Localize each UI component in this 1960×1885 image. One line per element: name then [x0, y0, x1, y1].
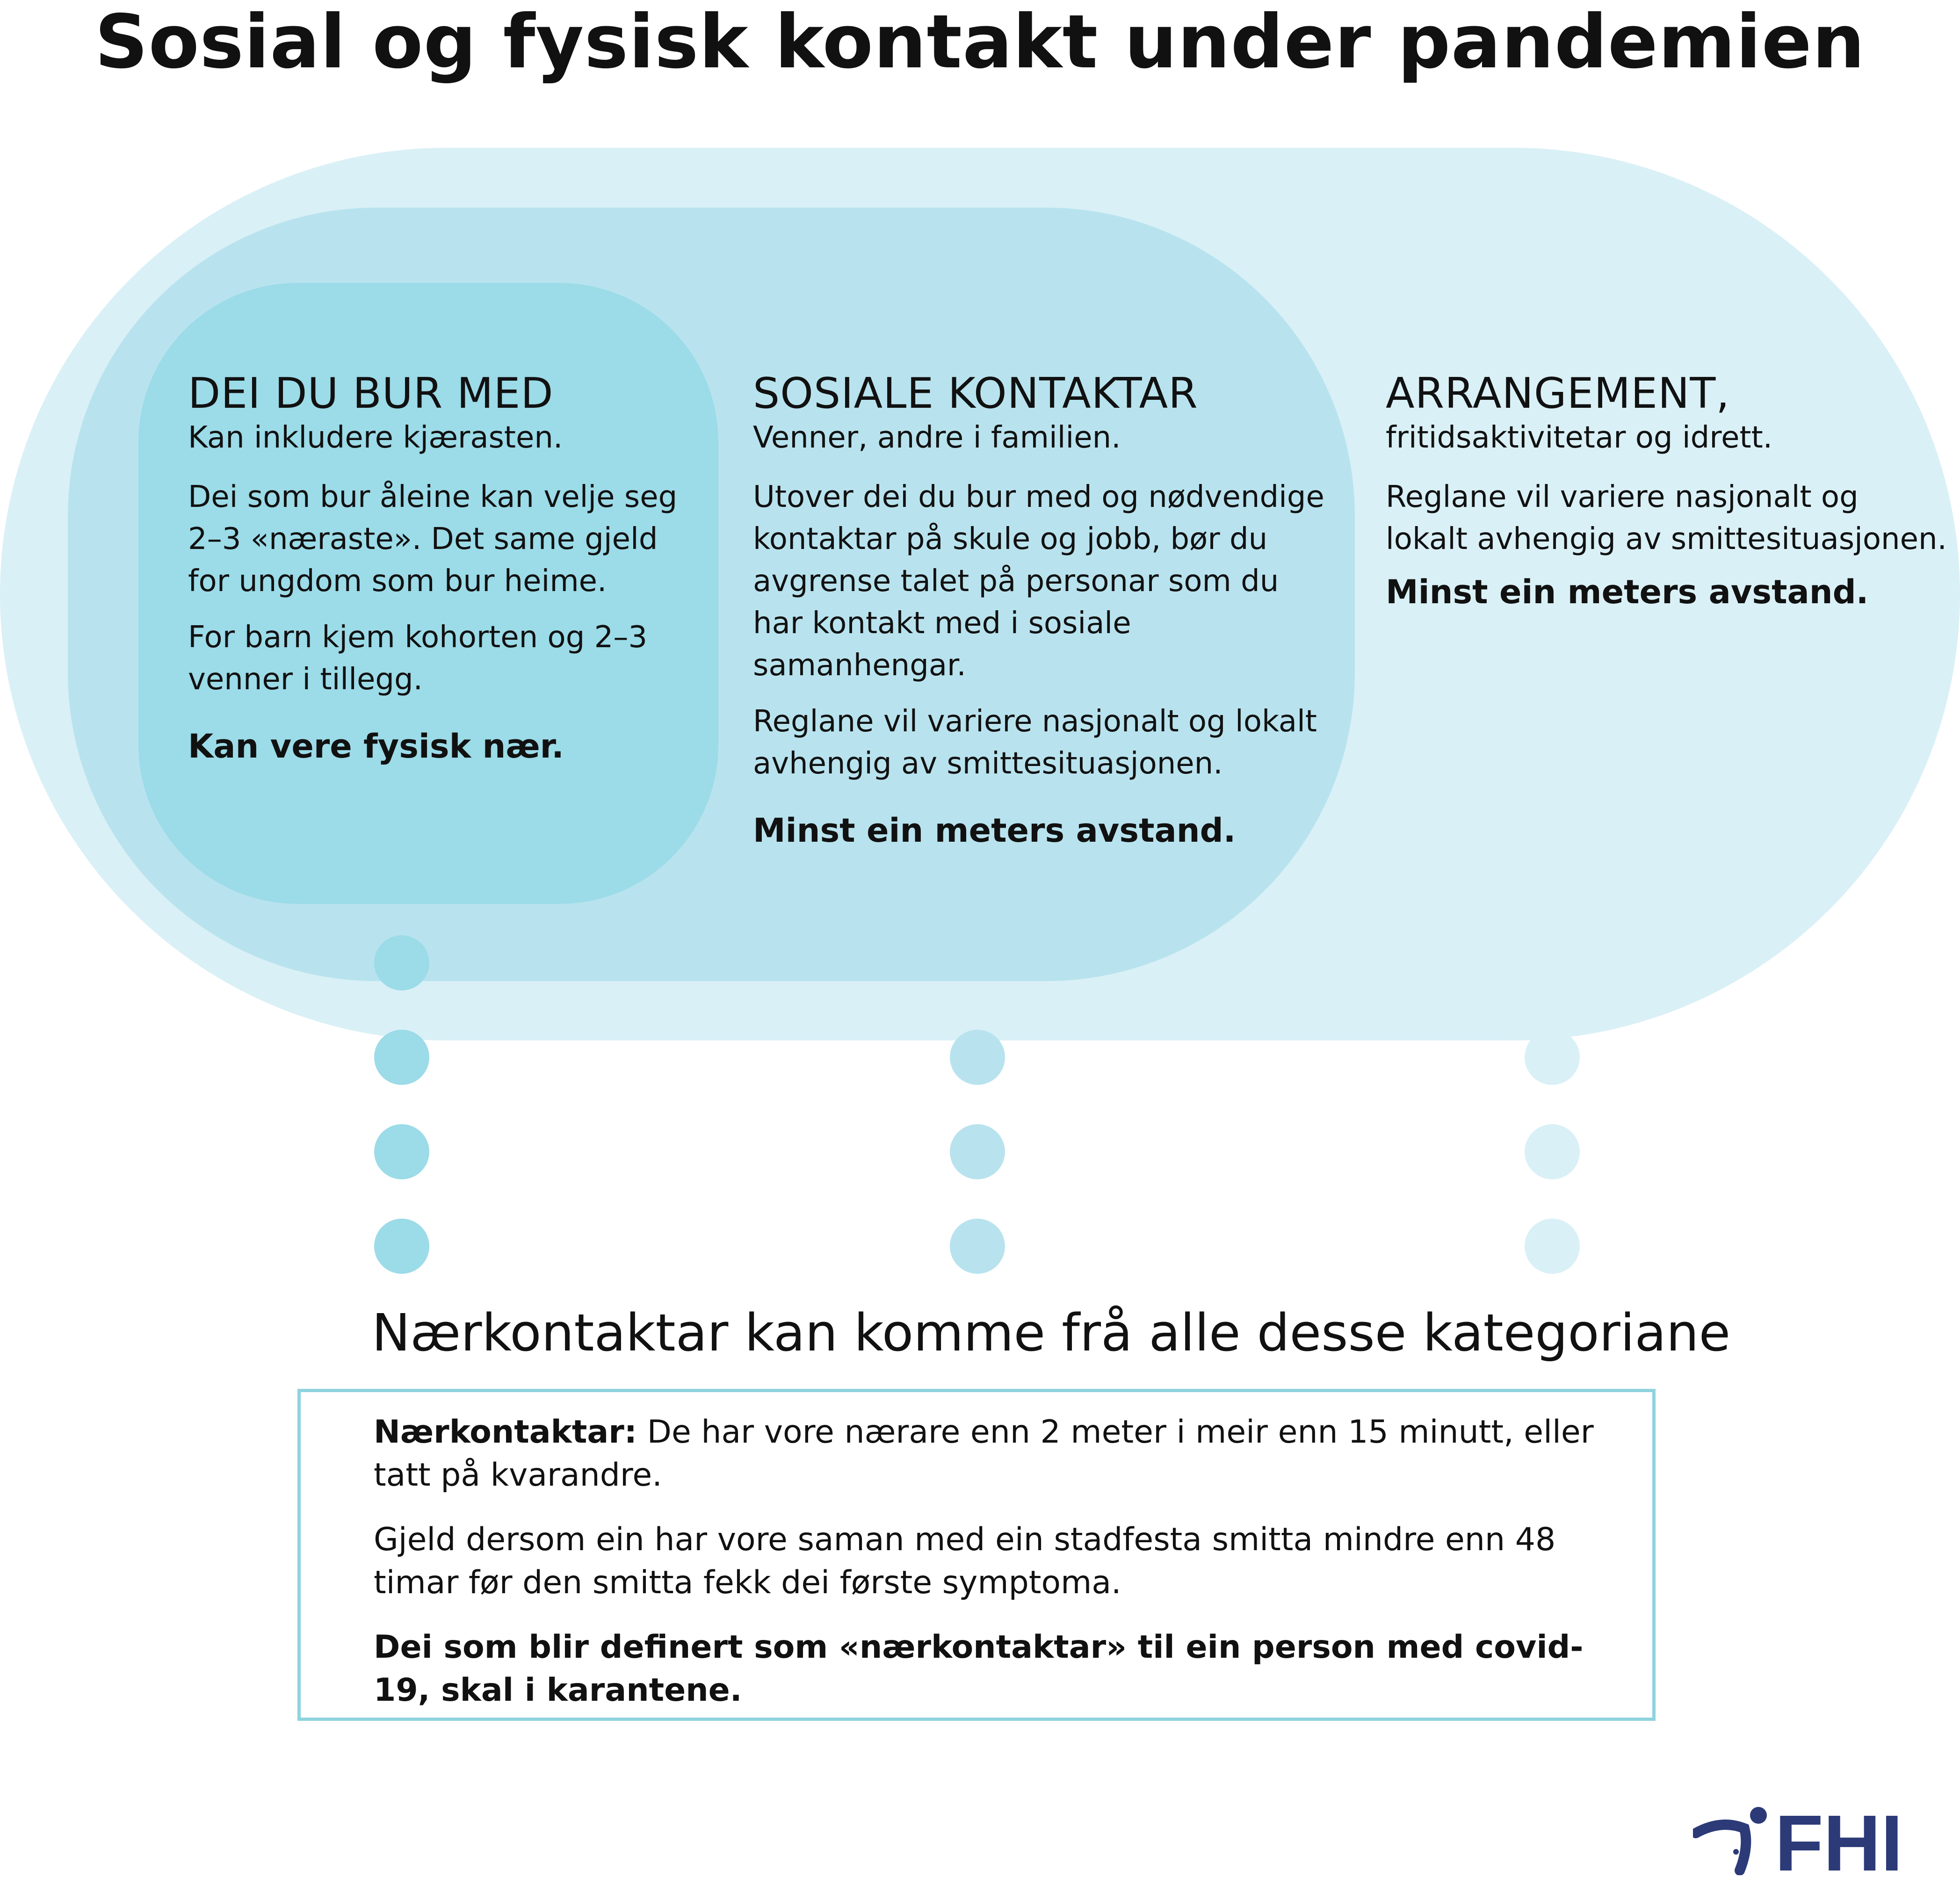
quarantine-rule: Dei som blir definert som «nærkontaktar» til ein person med covid-19, skal i karantene.	[374, 1629, 1584, 1709]
page-title: Sosial og fysisk kontakt under pandemien	[94, 0, 1866, 85]
connector-dot	[374, 1219, 429, 1274]
column-subheading: Kan inkludere kjærasten.	[188, 420, 563, 455]
column-paragraph: Utover dei du bur med og nødvendige kontaktar på skule og jobb, bør du avgrense talet på personar som du har kontakt med i sosiale samanhengar.	[753, 480, 1324, 683]
column-subheading: fritidsaktivitetar og idrett.	[1386, 420, 1773, 455]
column-paragraph: Reglane vil variere nasjonalt og lokalt avhengig av smittesituasjonen.	[753, 704, 1317, 781]
connector-dot	[374, 935, 429, 990]
connector-dot	[1525, 1030, 1580, 1085]
definition-term: Nærkontaktar:	[374, 1414, 637, 1451]
column-paragraph: For barn kjem kohorten og 2–3 venner i tillegg.	[188, 620, 648, 697]
close-contacts-subtitle: Nærkontaktar kan komme frå alle desse kategoriane	[372, 1303, 1731, 1363]
connector-dot	[950, 1219, 1005, 1274]
logo-swoosh-icon	[1696, 1825, 1746, 1871]
logo-text: FHI	[1775, 1800, 1903, 1875]
definition-paragraph: Gjeld dersom ein har vore saman med ein stadfesta smitta mindre enn 48 timar før den smitta fekk dei første symptoma.	[374, 1521, 1556, 1601]
column-subheading: Venner, andre i familien.	[753, 420, 1121, 455]
definition-paragraph	[374, 1411, 1613, 1497]
column-paragraph: Reglane vil variere nasjonalt og lokalt avhengig av smittesituasjonen.	[1386, 480, 1947, 556]
definition-text: De har vore nærare enn 2 meter i meir enn 15 minutt, eller tatt på kvarandre.	[374, 1414, 1594, 1494]
column-social-contacts	[753, 369, 1338, 853]
connector-dot	[374, 1030, 429, 1085]
connector-dot	[950, 1030, 1005, 1085]
logo-dot-icon	[1733, 1849, 1739, 1855]
column-household	[188, 369, 693, 769]
column-heading: SOSIALE KONTAKTAR	[753, 369, 1198, 418]
column-rule: Minst ein meters avstand.	[753, 811, 1236, 850]
column-heading: ARRANGEMENT,	[1386, 369, 1730, 418]
column-rule: Kan vere fysisk nær.	[188, 727, 564, 766]
connector-dot	[1525, 1124, 1580, 1179]
fhi-logo	[1693, 1800, 1917, 1875]
logo-head-icon	[1750, 1807, 1767, 1824]
connector-dot	[374, 1124, 429, 1179]
connector-dot	[1525, 1219, 1580, 1274]
column-rule: Minst ein meters avstand.	[1386, 573, 1869, 611]
column-events	[1386, 369, 1947, 614]
definition-box	[297, 1389, 1656, 1721]
column-heading: DEI DU BUR MED	[188, 369, 554, 418]
connector-dot	[950, 1124, 1005, 1179]
column-paragraph: Dei som bur åleine kan velje seg 2–3 «næraste». Det same gjeld for ungdom som bur heime.	[188, 480, 678, 599]
